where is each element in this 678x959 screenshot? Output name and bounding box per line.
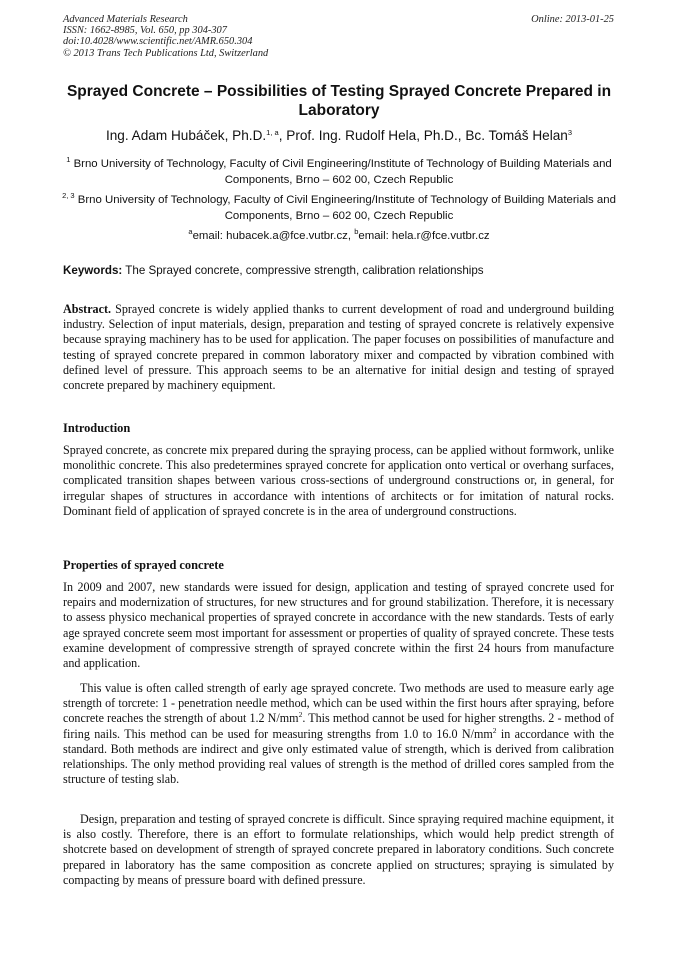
email-a-marker: a	[188, 227, 193, 236]
abstract-text: Sprayed concrete is widely applied thanks to current development of road and underground building industry. Selection of input materials, design, preparation and testing of sprayed concrete is relatively expensive because spraying machinery has to be used for application. The paper focuses on possibilities of manufacture and testing of sprayed concrete prepared in common laboratory mixer and compacted by vibration combined with defined level of pressure. This approach seems to be an alternative for initial design and testing of sprayed concrete prepared by machinery equipment.	[63, 302, 614, 393]
superscript: 2	[298, 710, 303, 720]
author-separator: ,	[457, 128, 466, 143]
author-3-marker: 3	[567, 128, 573, 137]
abstract-label: Abstract.	[63, 302, 112, 316]
email-line	[40, 228, 638, 244]
affiliation-text: Brno University of Technology, Faculty of Civil Engineering/Institute of Technology of Building Materials and Components, Brno – 602 00, Czech Republic	[77, 194, 616, 222]
affiliation-text: Brno University of Technology, Faculty of Civil Engineering/Institute of Technology of Building Materials and Components, Brno – 602 00, Czech Republic	[73, 158, 612, 186]
email-b-marker: b	[354, 227, 359, 236]
author-1-marker: 1, a	[266, 128, 279, 137]
affiliation-marker: 1	[66, 155, 71, 164]
author-3: Bc. Tomáš Helan	[465, 128, 568, 143]
properties-heading: Properties of sprayed concrete	[63, 558, 224, 572]
affiliation-2	[40, 192, 638, 224]
author-list	[40, 128, 638, 144]
superscript: 2	[492, 725, 497, 735]
online-date: Online: 2013-01-25	[531, 14, 614, 25]
properties-paragraph-1: In 2009 and 2007, new standards were issued for design, application and testing of sprayed concrete used for repairs and modernization of structures, for new structures and for ground stabilization. Therefore, it is necessary to assess physico mechanical properties of sprayed concrete in accordance with the new standards. Tests of early age sprayed concrete seem most important for assessment or properties of quality of sprayed concrete. These tests examine development of compressive strength of sprayed concrete within the first 24 hours from manufacture and application.	[63, 580, 614, 671]
paper-title: Sprayed Concrete – Possibilities of Testing Sprayed Concrete Prepared in Laboratory	[66, 83, 612, 119]
keywords-text: The Sprayed concrete, compressive strength, calibration relationships	[122, 264, 484, 277]
paragraph-text: in accordance with the standard. Both methods are indirect and give only estimated value of strength, which is derived from calibration relationships. The only method providing real values of strength is the method of drilled cores sampled from the structure of testing slab.	[63, 726, 614, 787]
abstract	[63, 302, 614, 393]
keywords	[63, 264, 618, 278]
paragraph-text: . This method cannot be used for higher strengths. 2 - method of firing nails. This method can be used for measuring strengths from 1.0 to 16.0 N/mm	[63, 711, 615, 741]
author-1: Ing. Adam Hubáček, Ph.D.	[105, 128, 267, 143]
issn-line: ISSN: 1662-8985, Vol. 650, pp 304-307	[63, 25, 227, 37]
introduction-heading: Introduction	[63, 421, 131, 435]
properties-paragraph-2	[63, 681, 614, 787]
author-2: Prof. Ing. Rudolf Hela, Ph.D.	[286, 128, 458, 143]
author-separator: ,	[278, 128, 287, 143]
introduction-paragraph: Sprayed concrete, as concrete mix prepared during the spraying process, can be applied without formwork, unlike monolithic concrete. This also predetermines sprayed concrete for application onto vertical or overhang surfaces, complicated transition shapes between various cross-sections of underground constructions or, in general, for irregular shapes of structures in accordance with intentions of architects or for imitation of natural rocks. Dominant field of application of sprayed concrete is in the area of underground constructions.	[63, 443, 614, 518]
paragraph-text: This value is often called strength of early age sprayed concrete. Two methods are used to measure early age strength of torcrete: 1 - penetration needle method, which can be used within the first hours after spraying, before concrete reaches the strength of about 1.2 N/mm	[63, 681, 614, 726]
doi-line: doi:10.4028/www.scientific.net/AMR.650.304	[63, 36, 253, 48]
properties-paragraph-3: Design, preparation and testing of sprayed concrete is difficult. Since spraying required machine equipment, it is also costly. Therefore, there is an effort to formulate relationships, which would help predict strength of shotcrete based on development of strength of sprayed concrete prepared in laboratory conditions. Such concrete prepared in laboratory has the same composition as concrete applied on structures; spraying is simulated by compacting by means of pressure board with defined pressure.	[63, 812, 614, 887]
affiliation-marker: 2, 3	[62, 191, 75, 200]
affiliation-1	[40, 156, 638, 188]
email-a: email: hubacek.a@fce.vutbr.cz,	[192, 230, 355, 242]
copyright-line: © 2013 Trans Tech Publications Ltd, Switzerland	[63, 47, 269, 59]
journal-name: Advanced Materials Research	[63, 14, 188, 25]
journal-header	[63, 14, 268, 59]
keywords-label: Keywords:	[63, 264, 123, 277]
email-b: email: hela.r@fce.vutbr.cz	[358, 230, 490, 242]
